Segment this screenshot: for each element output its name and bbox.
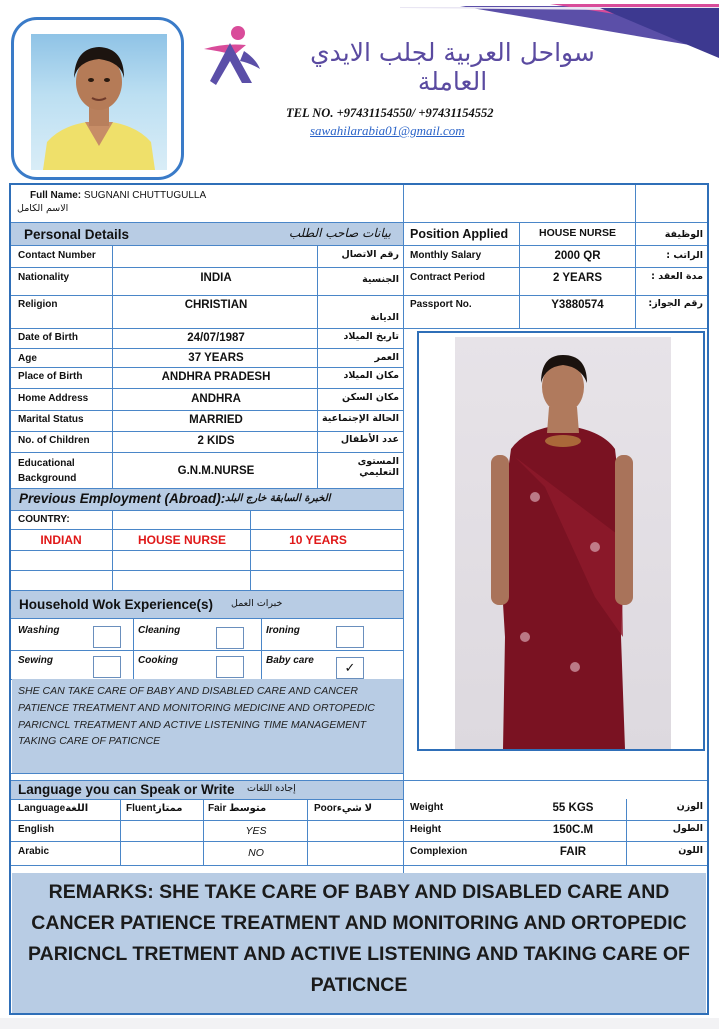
religion-label: Religion [18,299,58,310]
skill-cooking-label: Cooking [138,655,178,666]
household-experience-title: Household Wok Experience(s) [19,597,214,612]
education-value: G.N.M.NURSE [177,465,255,477]
passport-number-label: Passport No. [410,299,472,310]
language-english-fair: YES [245,825,267,837]
age-label: Age [18,353,37,364]
language-col-header: Languageاللغة [18,803,89,814]
poor-col-header: Poorلا شيء [314,803,373,814]
marital-status-label-arabic: الحالة الإجتماعية [322,413,399,424]
monthly-salary-label: Monthly Salary [410,250,482,261]
place-of-birth-label-arabic: مكان الميلاد [343,370,399,381]
children-label: No. of Children [18,435,90,446]
religion-value: CHRISTIAN [184,299,248,311]
weight-value: 55 KGS [552,802,594,814]
fluent-col-header: Fluentممتاز [126,803,183,814]
home-address-value: ANDHRA [191,393,241,405]
nationality-label-arabic: الجنسية [362,274,399,285]
passport-number-label-arabic: رقم الجواز: [648,298,703,309]
language-title-arabic: إجادة اللغات [247,783,296,794]
age-value: 37 YEARS [188,352,244,364]
fair-col-header: Fair متوسط [208,803,267,814]
home-address-label-arabic: مكان السكن [342,392,399,403]
skill-sewing-label: Sewing [18,655,54,666]
remarks-block: REMARKS: SHE TAKE CARE OF BABY AND DISABLED CARE AND CANCER PATIENCE TREATMENT AND MONITORING AND ORTOPEDIC PARICNCL TRETMENT AND ACTIVE LISTENING AND TAKING CARE OF PATICNCE [12,873,706,1013]
portrait-photo-frame [11,17,184,180]
personal-details-title: Personal Details [24,227,130,242]
household-experience-title-arabic: خبرات العمل [231,598,283,609]
contract-period-value: 2 YEARS [552,272,602,284]
full-name-label: Full Name: [30,190,82,201]
marital-status-value: MARRIED [189,414,243,426]
height-label: Height [410,824,442,835]
nationality-label: Nationality [18,272,70,283]
prev-position-value: HOUSE NURSE [137,533,226,547]
education-label: Educational Background [18,458,77,484]
bottom-margin [0,1018,719,1029]
weight-label: Weight [410,802,444,813]
skill-cleaning-label: Cleaning [138,625,181,636]
position-applied-value: HOUSE NURSE [538,227,616,239]
telephone-numbers: TEL NO. +97431154550/ +97431154552 [286,106,494,120]
language-title: Language you can Speak or Write [18,782,235,797]
prev-country-value: INDIAN [40,533,82,547]
date-of-birth-value: 24/07/1987 [187,332,245,344]
complexion-value: FAIR [559,846,587,858]
prev-duration-value: 10 YEARS [289,533,347,547]
complexion-label: Complexion [410,846,468,857]
full-name-label-arabic: الاسم الكامل [17,203,69,214]
marital-status-label: Marital Status [18,414,84,425]
email-link[interactable]: sawahilarabia01@gmail.com [310,123,465,138]
contact-number-label: Contact Number [18,250,96,261]
place-of-birth-label: Place of Birth [18,371,83,382]
skill-sewing-checkbox[interactable] [93,656,121,678]
personal-details-title-arabic: بيانات صاحب الطلب [288,226,391,240]
language-arabic-fair: NO [248,847,264,859]
agency-name-arabic: سواحل العربية لجلب الايدي العاملة [310,38,595,96]
skill-cleaning-checkbox[interactable] [216,627,244,649]
contract-period-label-arabic: مدة العقد : [651,271,703,282]
skill-baby-care-label: Baby care [266,655,314,666]
full-name-field [30,190,206,202]
language-arabic-label: Arabic [18,846,50,857]
contract-period-label: Contract Period [410,272,486,283]
monthly-salary-label-arabic: الراتب : [666,250,703,261]
previous-employment-title: Previous Employment (Abroad): [19,491,226,506]
education-label-arabic: المستوى التعليمي [357,456,399,478]
contact-number-label-arabic: رقم الاتصال [341,249,399,260]
place-of-birth-value: ANDHRA PRADESH [161,371,271,383]
position-applied-label-arabic: الوظيفة [664,229,703,240]
position-applied-label: Position Applied [410,227,509,241]
height-label-arabic: الطول [672,823,703,834]
passport-number-value: Y3880574 [551,299,604,311]
country-label: COUNTRY: [18,514,70,525]
skill-cooking-checkbox[interactable] [216,656,244,678]
complexion-label-arabic: اللون [678,845,703,856]
date-of-birth-label: Date of Birth [18,332,78,343]
weight-label-arabic: الوزن [676,801,703,812]
date-of-birth-label-arabic: تاريخ الميلاد [343,331,399,342]
full-name-value: SUGNANI CHUTTUGULLA [83,190,207,201]
religion-label-arabic: الديانة [370,312,399,323]
application-form [9,183,709,1015]
portrait-photo [31,34,167,170]
skill-ironing-checkbox[interactable] [336,626,364,648]
children-value: 2 KIDS [197,435,235,447]
skill-baby-care-checkbox[interactable]: ✓ [336,657,364,679]
nationality-value: INDIA [200,272,232,284]
monthly-salary-value: 2000 QR [554,250,601,262]
skill-washing-label: Washing [18,625,60,636]
skill-washing-checkbox[interactable] [93,626,121,648]
previous-employment-title-arabic: الخبرة السابقة خارج البلد [225,493,331,504]
home-address-label: Home Address [18,393,89,404]
full-body-photo [455,337,671,749]
skill-ironing-label: Ironing [266,625,300,636]
language-english-label: English [18,824,55,835]
full-body-photo-frame [417,331,705,751]
age-label-arabic: العمر [374,352,399,363]
children-label-arabic: عدد الأطفال [340,434,399,445]
height-value: 150C.M [552,824,594,836]
household-experience-notes: SHE CAN TAKE CARE OF BABY AND DISABLED CARE AND CANCER PATIENCE TREATMENT AND MONITORING MEDICINE AND ORTOPEDIC PARICNCL TREATMENT AND ACTIVE LISTENING TIME MANAGEMENT TAKING CARE OF PATICNCE [12,679,403,773]
agency-logo [194,21,266,87]
